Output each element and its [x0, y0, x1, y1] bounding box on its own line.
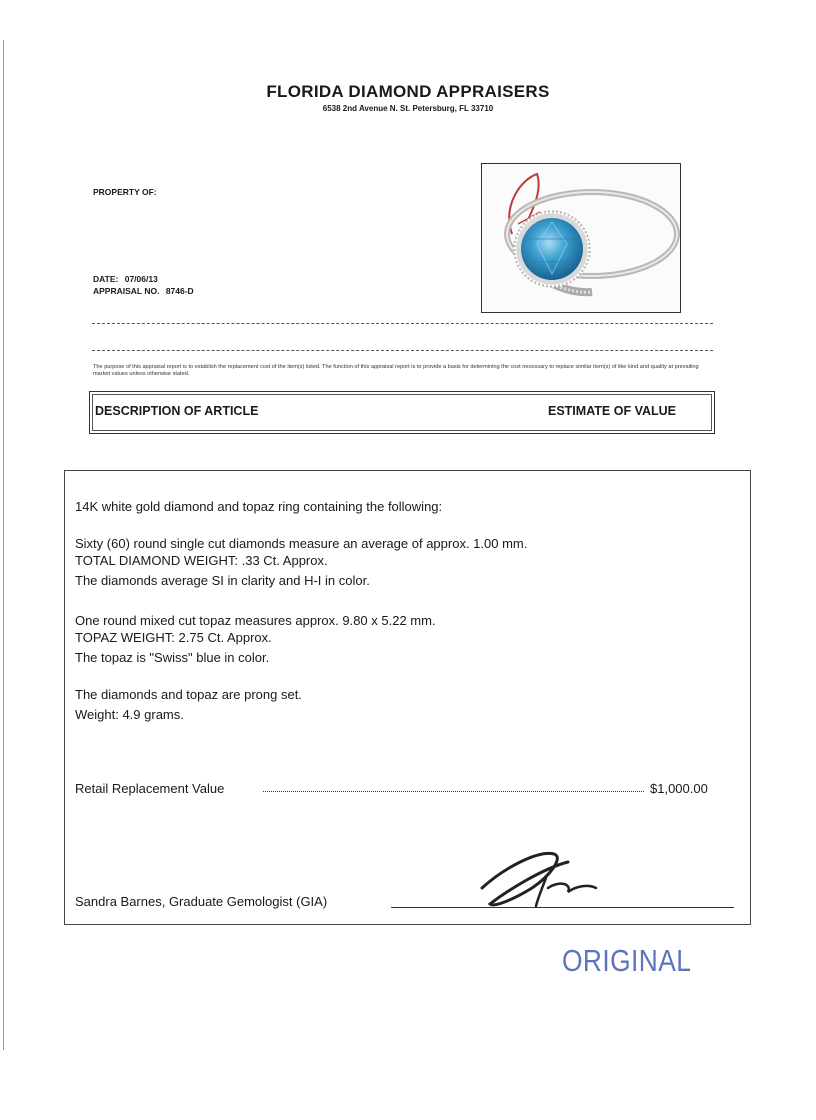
date-value: 07/06/13 — [124, 274, 158, 284]
handwritten-signature — [476, 848, 606, 912]
item-intro: 14K white gold diamond and topaz ring containing the following: — [75, 499, 443, 514]
estimate-header: ESTIMATE OF VALUE — [548, 404, 677, 418]
company-address: 6538 2nd Avenue N. St. Petersburg, FL 33710 — [322, 104, 494, 113]
property-of-label: PROPERTY OF: — [93, 187, 157, 197]
diamond-count: Sixty (60) round single cut diamonds measure an average of approx. 1.00 mm. — [75, 536, 528, 551]
value-amount: $1,000.00 — [650, 781, 708, 796]
appraisal-number-value: 8746-D — [165, 286, 194, 296]
purpose-statement: The purpose of this appraisal report is to establish the replacement cost of the item(s) listed. The function of this appraisal report is to provide a basis for determining the cost necessary to replace similar item(s) of like kind and quality at prevailing market values unless otherwise stated. — [93, 364, 699, 377]
appraisal-number-label: APPRAISAL NO. — [93, 286, 160, 296]
topaz-weight: TOPAZ WEIGHT: 2.75 Ct. Approx. — [75, 630, 272, 645]
description-header: DESCRIPTION OF ARTICLE — [95, 404, 259, 418]
divider-line — [92, 350, 713, 351]
company-name: FLORIDA DIAMOND APPRAISERS — [266, 82, 550, 101]
divider-line — [92, 323, 713, 324]
original-stamp: ORIGINAL — [562, 943, 692, 978]
ring-photo — [481, 163, 681, 313]
appraisal-row — [93, 286, 194, 296]
topaz-size: One round mixed cut topaz measures approx. 9.80 x 5.22 mm. — [75, 613, 436, 628]
appraiser-name: Sandra Barnes, Graduate Gemologist (GIA) — [75, 894, 328, 909]
column-header-box — [89, 391, 715, 434]
total-weight: Weight: 4.9 grams. — [75, 707, 184, 722]
ring-with-blue-topaz-icon — [482, 164, 680, 312]
date-row — [93, 274, 158, 284]
page-edge-line — [3, 40, 4, 1050]
date-label: DATE: — [93, 274, 119, 284]
diamond-quality: The diamonds average SI in clarity and H-I in color. — [75, 573, 370, 588]
setting-type: The diamonds and topaz are prong set. — [75, 687, 302, 702]
diamond-weight: TOTAL DIAMOND WEIGHT: .33 Ct. Approx. — [75, 553, 328, 568]
value-label: Retail Replacement Value — [75, 781, 225, 796]
value-leader-dots — [263, 791, 644, 792]
topaz-color: The topaz is "Swiss" blue in color. — [75, 650, 270, 665]
